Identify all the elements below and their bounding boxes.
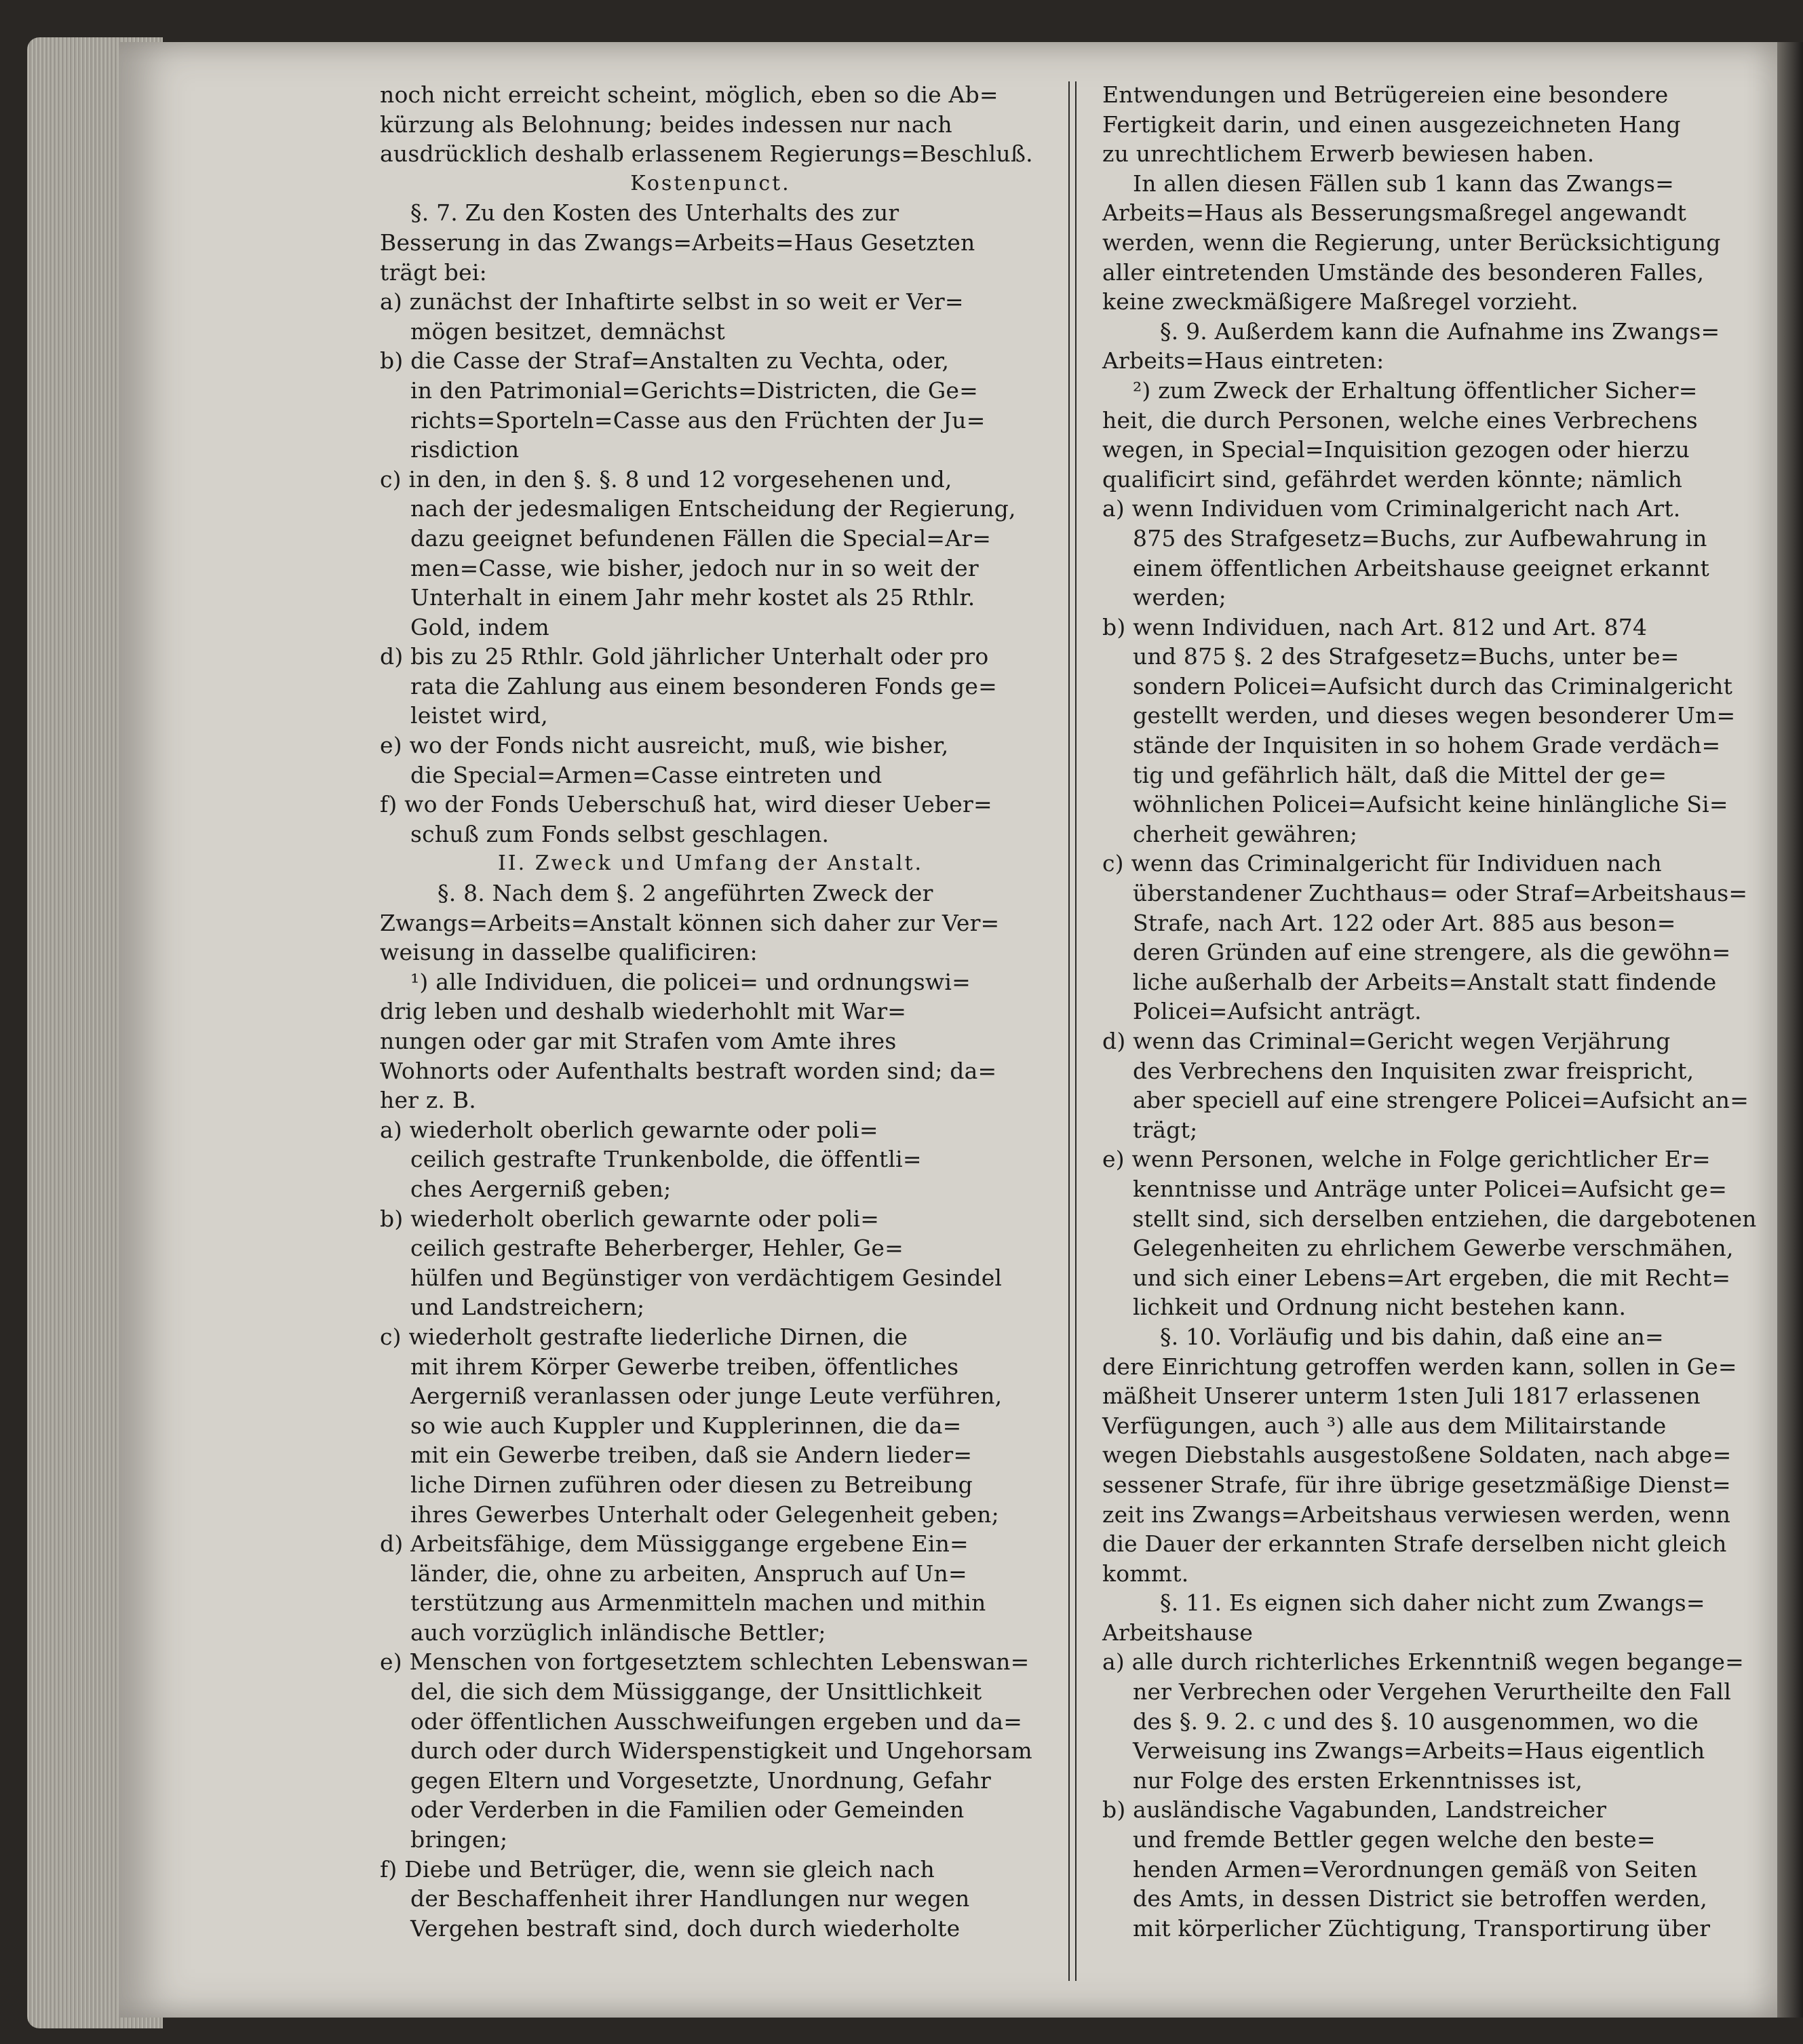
text-line: des Amts, in dessen District sie betroffen werden, (1133, 1885, 1707, 1912)
text-line: oder öffentlichen Ausschweifungen ergeben und da= (410, 1708, 1023, 1735)
text-line: nach der jedesmaligen Entscheidung der Regierung, (410, 495, 1016, 522)
text-line: Fertigkeit darin, und einen ausgezeichneten Hang (1102, 111, 1681, 138)
text-line: Wohnorts oder Aufenthalts bestraft worden sind; da= (380, 1057, 997, 1084)
text-line: durch oder durch Widerspenstigkeit und Ungehorsam (410, 1737, 1032, 1765)
text-line: Verweisung ins Zwangs=Arbeits=Haus eigentlich (1133, 1737, 1705, 1765)
left-text-column (380, 80, 1041, 1943)
text-line: der Beschaffenheit ihrer Handlungen nur wegen (410, 1885, 970, 1912)
list-item: b) wenn Individuen, nach Art. 812 und Art. 874 (1102, 613, 1648, 640)
list-item: d) wenn das Criminal=Gericht wegen Verjährung (1102, 1028, 1671, 1054)
text-line: stände der Inquisiten in so hohem Grade verdäch= (1133, 732, 1721, 759)
text-line: weisung in dasselbe qualificiren: (380, 939, 758, 966)
list-item: e) wo der Fonds nicht ausreicht, muß, wie bisher, (380, 732, 949, 759)
text-line: und Landstreichern; (410, 1294, 645, 1321)
paragraph-start: §. 9. Außerdem kann die Aufnahme ins Zwangs= (1160, 317, 1720, 345)
text-line: sondern Policei=Aufsicht durch das Criminalgericht (1133, 672, 1733, 699)
text-line: oder Verderben in die Familien oder Gemeinden (410, 1796, 965, 1824)
right-text-column (1102, 80, 1757, 1943)
text-line: aller eintretenden Umstände des besonderen Falles, (1102, 258, 1705, 286)
text-line: des Verbrechens den Inquisiten zwar freispricht, (1133, 1057, 1694, 1084)
text-line: schuß zum Fonds selbst geschlagen. (410, 820, 830, 847)
text-line: auch vorzüglich inländische Bettler; (410, 1619, 826, 1646)
text-line: dere Einrichtung getroffen werden kann, sollen in Ge= (1102, 1353, 1737, 1380)
text-line: keine zweckmäßigere Maßregel vorzieht. (1102, 288, 1578, 315)
gutter-shadow (1777, 42, 1803, 2018)
text-line: qualificirt sind, gefährdet werden könnte; nämlich (1102, 465, 1683, 493)
text-line: einem öffentlichen Arbeitshause geeignet erkannt (1133, 554, 1709, 581)
text-line: liche außerhalb der Arbeits=Anstalt statt findende (1133, 968, 1717, 995)
text-line: Strafe, nach Art. 122 oder Art. 885 aus beson= (1133, 909, 1676, 936)
text-line: drig leben und deshalb wiederhohlt mit War= (380, 998, 907, 1025)
text-line: 875 des Strafgesetz=Buchs, zur Aufbewahrung in (1133, 524, 1707, 552)
text-line: Unterhalt in einem Jahr mehr kostet als 25 Rthlr. (410, 584, 975, 611)
text-line: Policei=Aufsicht anträgt. (1133, 998, 1422, 1025)
text-line: Besserung in das Zwangs=Arbeits=Haus Gesetzten (380, 229, 975, 256)
text-line: wegen, in Special=Inquisition gezogen oder hierzu (1102, 436, 1690, 463)
text-line: ner Verbrechen oder Vergehen Verurtheilte den Fall (1133, 1678, 1732, 1705)
list-item: a) wiederholt oberlich gewarnte oder poli= (380, 1116, 878, 1143)
section-heading: Kostenpunct. (630, 171, 791, 195)
text-line: richts=Sporteln=Casse aus den Früchten der Ju= (410, 406, 986, 433)
text-line: ceilich gestrafte Beherberger, Hehler, Ge= (410, 1235, 904, 1262)
text-line: kenntnisse und Anträge unter Policei=Aufsicht ge= (1133, 1175, 1728, 1202)
list-item: ¹) alle Individuen, die policei= und ordnungswi= (410, 968, 971, 995)
text-line: gestellt werden, und dieses wegen besonderer Um= (1133, 702, 1736, 729)
text-line: cherheit gewähren; (1133, 820, 1358, 847)
text-line: mit ihrem Körper Gewerbe treiben, öffentliches (410, 1353, 959, 1380)
text-line: mit körperlicher Züchtigung, Transportirung über (1133, 1914, 1711, 1942)
text-line: ihres Gewerbes Unterhalt oder Gelegenheit geben; (410, 1501, 999, 1528)
paragraph-start: In allen diesen Fällen sub 1 kann das Zwangs= (1133, 170, 1674, 197)
paragraph-start: §. 11. Es eignen sich daher nicht zum Zwangs= (1160, 1589, 1705, 1617)
list-item: ²) zum Zweck der Erhaltung öffentlicher Sicher= (1133, 377, 1698, 404)
text-line: Entwendungen und Betrügereien eine besondere (1102, 81, 1669, 108)
text-line: aber speciell auf eine strengere Policei=Aufsicht an= (1133, 1087, 1749, 1114)
text-line: mit ein Gewerbe treiben, daß sie Andern lieder= (410, 1442, 973, 1469)
text-line: nur Folge des ersten Erkenntnisses ist, (1133, 1767, 1583, 1794)
text-line: dazu geeignet befundenen Fällen die Special=Ar= (410, 524, 992, 552)
list-item: e) wenn Personen, welche in Folge gerichtlicher Er= (1102, 1146, 1711, 1173)
text-line: leistet wird, (410, 702, 548, 729)
text-line: rata die Zahlung aus einem besonderen Fonds ge= (410, 672, 997, 699)
text-line: hülfen und Begünstiger von verdächtigem Gesindel (410, 1264, 1003, 1291)
paragraph-start: §. 10. Vorläufig und bis dahin, daß eine an= (1160, 1323, 1664, 1350)
text-line: und 875 §. 2 des Strafgesetz=Buchs, unter be= (1133, 643, 1680, 670)
text-line: wöhnlichen Policei=Aufsicht keine hinlängliche Si= (1133, 791, 1728, 818)
section-heading: II. Zweck und Umfang der Anstalt. (497, 851, 924, 876)
text-line: tig und gefährlich hält, daß die Mittel der ge= (1133, 761, 1667, 788)
text-line: bringen; (410, 1826, 508, 1853)
text-line: gegen Eltern und Vorgesetzte, Unordnung, Gefahr (410, 1767, 992, 1794)
text-line: die Special=Armen=Casse eintreten und (410, 761, 883, 788)
text-line: Gelegenheiten zu ehrlichem Gewerbe verschmähen, (1133, 1235, 1734, 1262)
column-divider-rule (1068, 81, 1077, 1981)
text-line: werden, wenn die Regierung, unter Berücksichtigung (1102, 229, 1721, 256)
text-line: Arbeits=Haus eintreten: (1102, 347, 1384, 374)
text-line: überstandener Zuchthaus= oder Straf=Arbeitshaus= (1133, 880, 1748, 907)
list-item: a) wenn Individuen vom Criminalgericht nach Art. (1102, 495, 1681, 522)
text-line: noch nicht erreicht scheint, möglich, eben so die Ab= (380, 81, 999, 108)
text-line: die Dauer der erkannten Strafe derselben nicht gleich (1102, 1530, 1727, 1558)
text-line: so wie auch Kuppler und Kupplerinnen, die da= (410, 1412, 962, 1439)
text-line: lichkeit und Ordnung nicht bestehen kann. (1133, 1294, 1627, 1321)
list-item: b) ausländische Vagabunden, Landstreicher (1102, 1796, 1607, 1824)
text-line: wegen Diebstahls ausgestoßene Soldaten, nach abge= (1102, 1442, 1732, 1469)
text-line: deren Gründen auf eine strengere, als die gewöhn= (1133, 939, 1731, 966)
text-line: des §. 9. 2. c und des §. 10 ausgenommen, wo die (1133, 1708, 1699, 1735)
text-line: mögen besitzet, demnächst (410, 317, 725, 345)
text-line: terstützung aus Armenmitteln machen und mithin (410, 1589, 986, 1617)
text-line: trägt; (1133, 1116, 1198, 1143)
text-line: sessener Strafe, für ihre übrige gesetzmäßige Dienst= (1102, 1471, 1731, 1498)
text-line: Gold, indem (410, 613, 549, 640)
text-line: Arbeitshause (1102, 1619, 1254, 1646)
list-item: a) alle durch richterliches Erkenntniß wegen begange= (1102, 1648, 1744, 1676)
text-line: nungen oder gar mit Strafen vom Amte ihres (380, 1028, 897, 1054)
list-item: b) wiederholt oberlich gewarnte oder poli= (380, 1205, 880, 1232)
text-line: ches Aergerniß geben; (410, 1175, 672, 1202)
list-item: f) Diebe und Betrüger, die, wenn sie gleich nach (380, 1855, 935, 1883)
text-line: Arbeits=Haus als Besserungsmaßregel angewandt (1102, 199, 1687, 227)
text-line: länder, die, ohne zu arbeiten, Anspruch auf Un= (410, 1560, 967, 1587)
list-item: d) Arbeitsfähige, dem Müssiggange ergebene Ein= (380, 1530, 969, 1558)
text-line: Aergerniß veranlassen oder junge Leute verführen, (410, 1383, 1003, 1410)
text-line: mäßheit Unserer unterm 1sten Juli 1817 erlassenen (1102, 1383, 1701, 1410)
text-line: ausdrücklich deshalb erlassenem Regierungs=Beschluß. (380, 140, 1033, 168)
text-line: risdiction (410, 436, 520, 463)
list-item: c) wenn das Criminalgericht für Individuen nach (1102, 850, 1662, 877)
list-item: a) zunächst der Inhaftirte selbst in so weit er Ver= (380, 288, 964, 315)
text-line: stellt sind, sich derselben entziehen, die dargebotenen (1132, 1205, 1757, 1232)
list-item: c) in den, in den §. §. 8 und 12 vorgesehenen und, (380, 465, 952, 493)
text-line: trägt bei: (380, 258, 487, 286)
paragraph-start: §. 8. Nach dem §. 2 angeführten Zweck der (438, 880, 933, 907)
text-line: ceilich gestrafte Trunkenbolde, die öffentli= (410, 1146, 922, 1173)
list-item: b) die Casse der Straf=Anstalten zu Vechta, oder, (380, 347, 950, 374)
text-line: del, die sich dem Müssiggange, der Unsittlichkeit (410, 1678, 982, 1705)
list-item: e) Menschen von fortgesetztem schlechten Lebenswan= (380, 1648, 1030, 1676)
list-item: c) wiederholt gestrafte liederliche Dirnen, die (380, 1323, 908, 1350)
text-line: in den Patrimonial=Gerichts=Districten, die Ge= (410, 377, 979, 404)
text-line: Zwangs=Arbeits=Anstalt können sich daher zur Ver= (380, 909, 1000, 936)
text-line: zeit ins Zwangs=Arbeitshaus verwiesen werden, wenn (1102, 1501, 1731, 1528)
text-line: zu unrechtlichem Erwerb bewiesen haben. (1102, 140, 1595, 168)
paragraph-start: §. 7. Zu den Kosten des Unterhalts des zur (410, 199, 899, 227)
text-line: Vergehen bestraft sind, doch durch wiederholte (410, 1914, 961, 1942)
list-item: f) wo der Fonds Ueberschuß hat, wird dieser Ueber= (380, 791, 992, 818)
list-item: d) bis zu 25 Rthlr. Gold jährlicher Unterhalt oder pro (380, 643, 989, 670)
text-line: und sich einer Lebens=Art ergeben, die mit Recht= (1133, 1264, 1731, 1291)
text-line: und fremde Bettler gegen welche den beste= (1133, 1826, 1656, 1853)
text-line: henden Armen=Verordnungen gemäß von Seiten (1133, 1855, 1698, 1883)
text-line: kommt. (1102, 1560, 1189, 1587)
text-line: Verfügungen, auch ³) alle aus dem Militairstande (1102, 1412, 1667, 1439)
text-line: werden; (1133, 584, 1226, 611)
text-line: heit, die durch Personen, welche eines Verbrechens (1102, 406, 1698, 433)
text-line: her z. B. (380, 1087, 476, 1114)
text-line: men=Casse, wie bisher, jedoch nur in so weit der (410, 554, 979, 581)
text-line: liche Dirnen zuführen oder diesen zu Betreibung (410, 1471, 973, 1498)
text-line: kürzung als Belohnung; beides indessen nur nach (380, 111, 952, 138)
